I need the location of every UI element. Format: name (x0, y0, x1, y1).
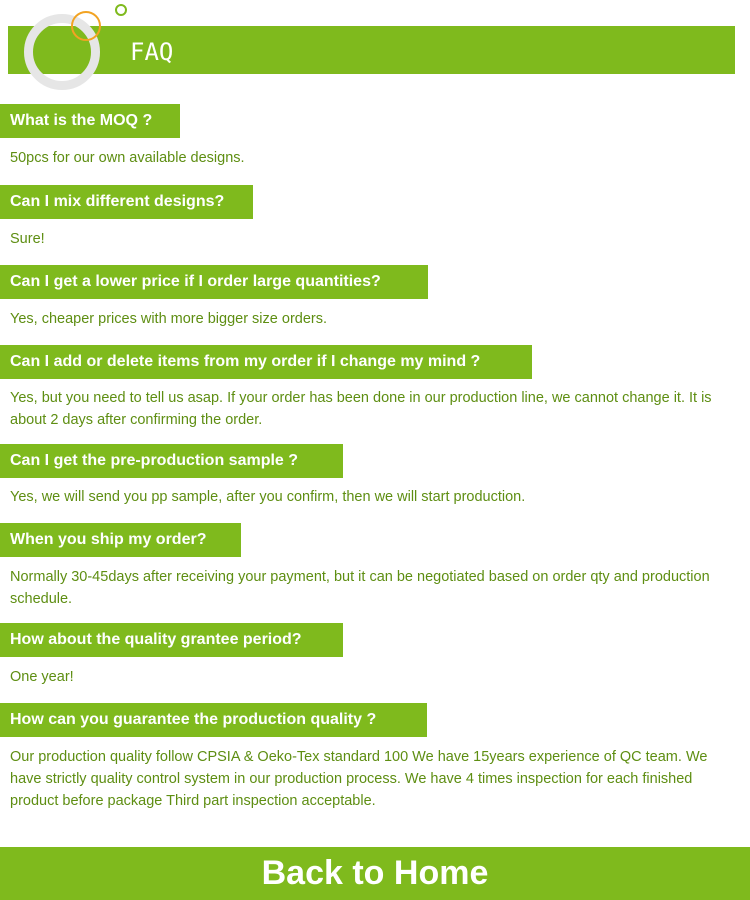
faq-answer: 50pcs for our own available designs. (10, 150, 245, 166)
faq-question: Can I mix different designs? (0, 185, 253, 219)
faq-answer: One year! (10, 669, 74, 685)
decorative-green-circle-icon (115, 4, 127, 16)
faq-question: How about the quality grantee period? (0, 623, 343, 657)
faq-answer: Yes, but you need to tell us asap. If your order has been done in our production line, we cannot change it. It is about 2 days after confirming the order. (10, 390, 712, 428)
decorative-orange-circle-icon (71, 11, 101, 41)
faq-question: Can I get the pre-production sample ? (0, 444, 343, 478)
faq-answer: Normally 30-45days after receiving your payment, but it can be negotiated based on order qty and production schedule. (10, 569, 710, 607)
faq-answer: Yes, cheaper prices with more bigger size orders. (10, 311, 328, 327)
faq-answer: Our production quality follow CPSIA & Oeko-Tex standard 100 We have 15years experience of QC team. We have strictly quality control system in our production process. We have 4 times inspection for each finished product before package Third part inspection acceptable. (10, 749, 708, 809)
header-bar (8, 26, 735, 74)
faq-question: When you ship my order? (0, 523, 241, 557)
faq-question: Can I add or delete items from my order if I change my mind ? (0, 345, 532, 379)
back-to-home-button[interactable]: Back to Home (0, 847, 750, 900)
faq-answer: Yes, we will send you pp sample, after you confirm, then we will start production. (10, 489, 526, 505)
faq-question: What is the MOQ ? (0, 104, 180, 138)
faq-question: Can I get a lower price if I order large quantities? (0, 265, 428, 299)
faq-answer: Sure! (10, 231, 45, 247)
faq-question: How can you guarantee the production quality ? (0, 703, 427, 737)
page-title: FAQ (130, 38, 174, 66)
